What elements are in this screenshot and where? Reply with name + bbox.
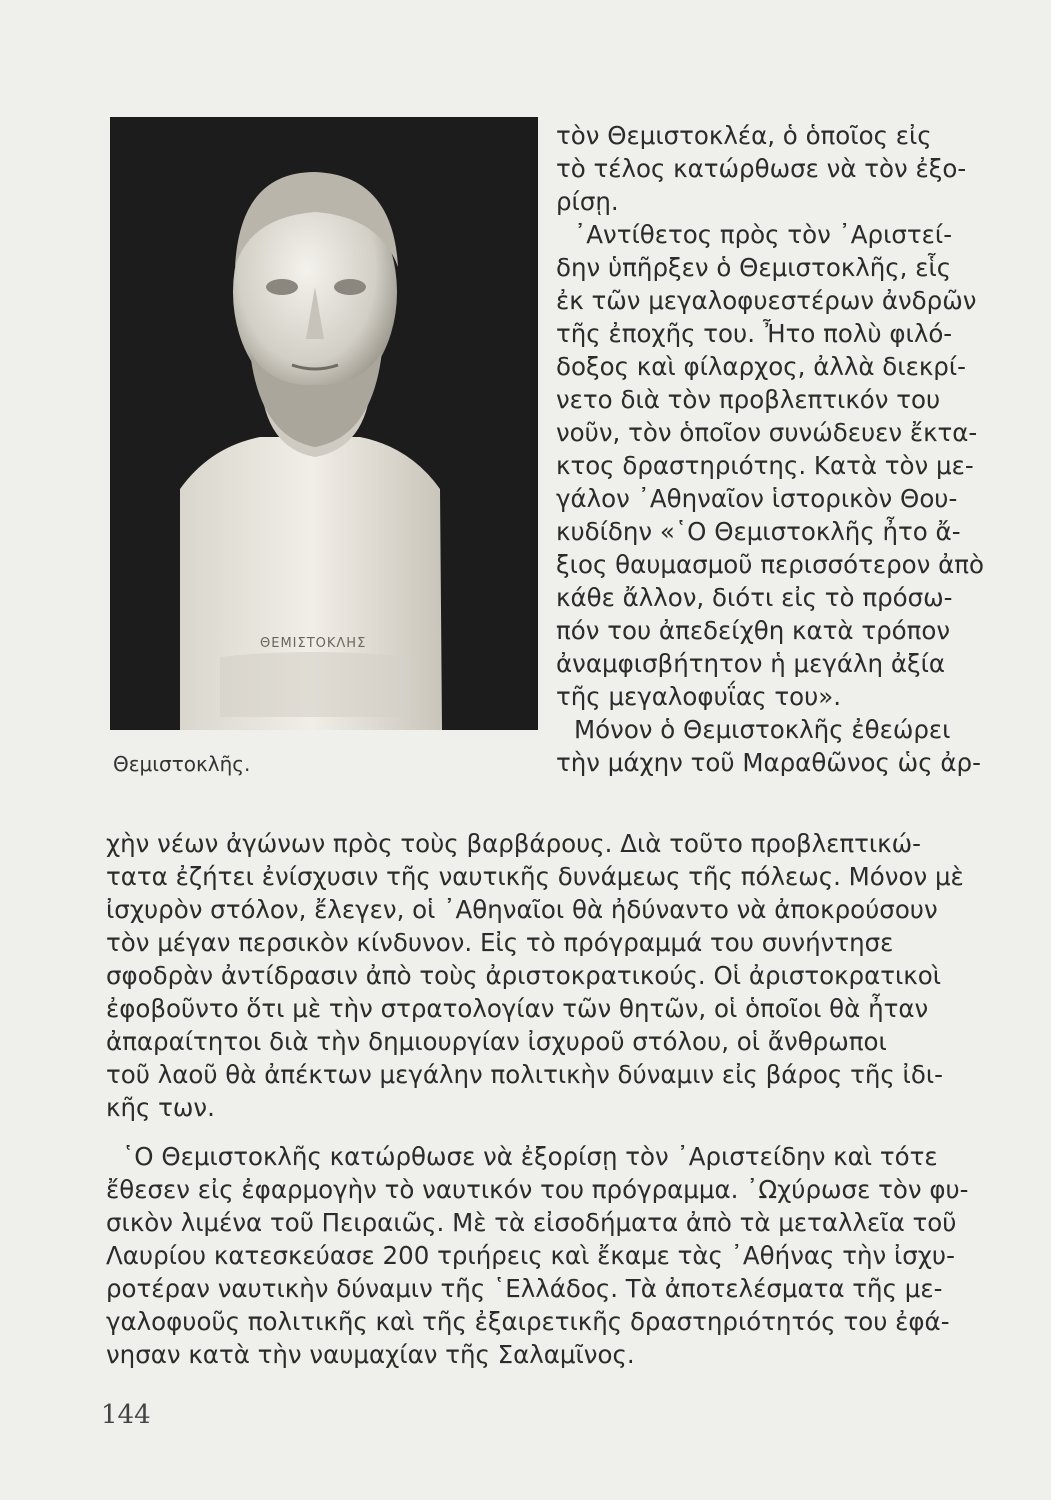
text-line: ἀπαραίτητοι διὰ τὴν δημιουργίαν ἰσχυροῦ στόλου, οἱ ἄνθρωποι: [106, 1027, 887, 1056]
text-line: νοῦν, τὸν ὁποῖον συνώδευεν ἔκτα-: [556, 418, 978, 447]
text-line: τοῦ λαοῦ θὰ ἀπέκτων μεγάλην πολιτικὴν δύναμιν εἰς βάρος τῆς ἰδι-: [106, 1060, 943, 1089]
text-line: τατα ἐζήτει ἐνίσχυσιν τῆς ναυτικῆς δυνάμεως τῆς πόλεως. Μόνον μὲ: [106, 862, 964, 891]
text-line: ἀναμφισβήτητον ἡ μεγάλη ἀξία: [556, 649, 946, 678]
text-line: τῆς μεγαλοφυΐας του».: [556, 682, 842, 711]
text-line: κάθε ἄλλον, διότι εἰς τὸ πρόσω-: [556, 583, 953, 612]
text-line: χὴν νέων ἀγώνων πρὸς τοὺς βαρβάρους. Διὰ τοῦτο προβλεπτικώ-: [106, 829, 921, 858]
text-line: ῾Ο Θεμιστοκλῆς κατώρθωσε νὰ ἐξορίσῃ τὸν ᾿Αριστείδην καὶ τότε: [122, 1142, 938, 1171]
text-line: γάλον ᾿Αθηναῖον ἱστορικὸν Θου-: [556, 484, 958, 513]
text-line: ἐφοβοῦντο ὅτι μὲ τὴν στρατολογίαν τῶν θητῶν, οἱ ὁποῖοι θὰ ἦταν: [106, 994, 929, 1023]
page-number: 144: [101, 1400, 151, 1430]
text-line: δην ὑπῆρξεν ὁ Θεμιστοκλῆς, εἷς: [556, 253, 952, 282]
text-line: ἐκ τῶν μεγαλοφυεστέρων ἀνδρῶν: [556, 286, 977, 315]
text-line: ἔθεσεν εἰς ἐφαρμογὴν τὸ ναυτικόν του πρόγραμμα. ᾿Ωχύρωσε τὸν φυ-: [106, 1175, 969, 1204]
bust-inscription: ΘΕΜΙΣΤΟΚΛΗΣ: [260, 636, 367, 651]
text-line: τὸν Θεμιστοκλέα, ὁ ὁποῖος εἰς: [556, 121, 932, 150]
text-line: τὸν μέγαν περσικὸν κίνδυνον. Εἰς τὸ πρόγραμμά του συνήντησε: [106, 928, 894, 957]
text-line: κτος δραστηριότης. Κατὰ τὸν με-: [556, 451, 974, 480]
text-line: ᾿Αντίθετος πρὸς τὸν ᾿Αριστεί-: [574, 220, 953, 249]
figure-caption: Θεμιστοκλῆς.: [113, 752, 251, 776]
text-line: τῆς ἐποχῆς του. Ἦτο πολὺ φιλό-: [556, 319, 953, 348]
bust-photo: [110, 117, 538, 730]
text-line: κῆς των.: [106, 1093, 215, 1122]
text-line: ροτέραν ναυτικὴν δύναμιν τῆς ῾Ελλάδος. Τὰ ἀποτελέσματα τῆς με-: [106, 1274, 943, 1303]
text-line: ξιος θαυμασμοῦ περισσότερον ἀπὸ: [556, 550, 985, 579]
text-line: σικὸν λιμένα τοῦ Πειραιῶς. Μὲ τὰ εἰσοδήματα ἀπὸ τὰ μεταλλεῖα τοῦ: [106, 1208, 957, 1237]
text-line: ρίσῃ.: [556, 187, 619, 216]
text-line: ἰσχυρὸν στόλον, ἔλεγεν, οἱ ᾿Αθηναῖοι θὰ ἠδύναντο νὰ ἀποκρούσουν: [106, 895, 938, 924]
text-line: πόν του ἀπεδείχθη κατὰ τρόπον: [556, 616, 951, 645]
text-line: τὸ τέλος κατώρθωσε νὰ τὸν ἐξο-: [556, 154, 967, 183]
text-line: κυδίδην «῾Ο Θεμιστοκλῆς ἦτο ἄ-: [556, 517, 961, 546]
text-line: δοξος καὶ φίλαρχος, ἀλλὰ διεκρί-: [556, 352, 966, 381]
text-line: νετο διὰ τὸν προβλεπτικόν του: [556, 385, 941, 414]
text-line: Λαυρίου κατεσκεύασε 200 τριήρεις καὶ ἔκαμε τὰς ᾿Αθήνας τὴν ἰσχυ-: [106, 1241, 955, 1270]
text-line: νησαν κατὰ τὴν ναυμαχίαν τῆς Σαλαμῖνος.: [106, 1340, 635, 1369]
text-line: τὴν μάχην τοῦ Μαραθῶνος ὡς ἀρ-: [556, 748, 981, 777]
text-line: γαλοφυοῦς πολιτικῆς καὶ τῆς ἐξαιρετικῆς δραστηριότητός του ἐφά-: [106, 1307, 950, 1336]
text-line: Μόνον ὁ Θεμιστοκλῆς ἐθεώρει: [574, 715, 951, 744]
text-line: σφοδρὰν ἀντίδρασιν ἀπὸ τοὺς ἀριστοκρατικούς. Οἱ ἀριστοκρατικοὶ: [106, 961, 941, 990]
themistocles-bust-image: [110, 117, 538, 730]
